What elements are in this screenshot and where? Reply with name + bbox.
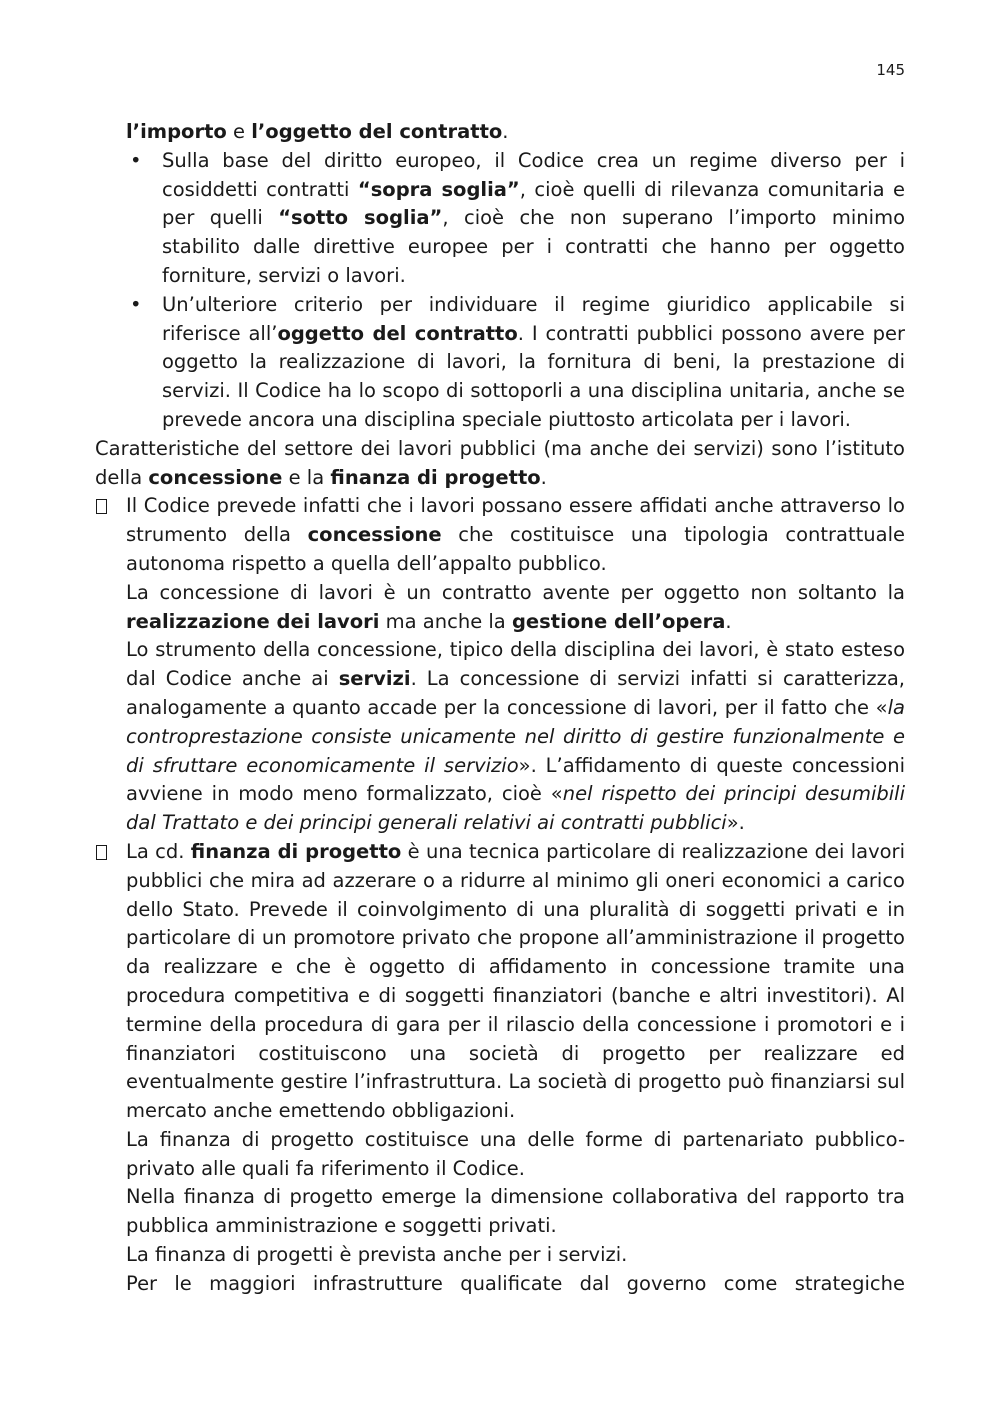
checkbox-bullet-icon (96, 499, 107, 514)
bold-text: realizzazione dei lavori (126, 609, 380, 633)
item-paragraph (126, 1183, 905, 1241)
text-run: ma anche la (379, 609, 512, 633)
text-run: . (502, 120, 509, 143)
text-run: Il Codice prevede infatti che i lavori possano essere affidati anche attraverso lo strumento della (126, 494, 905, 547)
text-run: Sulla base del diritto europeo, il Codice crea un regime diverso per i cosiddetti contratti (162, 148, 905, 201)
bold-text: oggetto del contratto (277, 321, 518, 345)
intro-paragraph (95, 118, 905, 147)
text-run: Caratteristiche del settore dei lavori pubblici (ma anche dei servizi) sono l’istituto della (95, 436, 905, 489)
item-paragraph (126, 492, 905, 578)
text-run: . La concessione di servizi infatti si caratterizza, analogamente a quanto accade per la concessione di lavori, per il fatto che « (126, 667, 905, 719)
text-run: ». L’affidamento di queste concessioni avviene in modo meno formalizzato, cioè « (126, 753, 906, 806)
text-run: Per le maggiori infrastrutture qualificate dal governo come strategiche (126, 1271, 905, 1295)
text-run: è una tecnica particolare di realizzazione dei lavori pubblici che mira ad azzerare o a ridurre al minimo gli oneri economici a carico dello Stato. Prevede il coinvolgimento di una pluralità di soggetti privati e in particolare di un promotore privato che propone all’amministrazione il progetto da realizzare e che è oggetto di affidamento in concessione tramite una procedura competitiva e di soggetti finanziatori (banche e altri investitori). Al termine della procedura di gara per il rilascio della concessione i promotori e i finanziatori costituiscono una società di progetto per realizzare ed eventualmente gestire l’infrastruttura. La società di progetto può finanziarsi sul mercato anche emettendo obbligazioni. (126, 839, 905, 1123)
text-run: . (725, 609, 732, 633)
item-paragraph (126, 1270, 905, 1299)
text-run: , cioè quelli di rilevanza comunitaria e per quelli (162, 177, 905, 230)
bullet-text (162, 293, 905, 431)
section-intro-paragraph (95, 435, 905, 493)
bullet-icon: • (130, 148, 142, 172)
page-content (95, 118, 905, 1299)
text-run: La finanza di progetto costituisce una delle forme di partenariato pubblico-privato alle quali fa riferimento il Codice. (126, 1127, 905, 1180)
italic-text: la controprestazione consiste unicamente nel diritto di gestire funzionalmente e di sfruttare economicamente il servizio (126, 695, 905, 777)
text-run: . (540, 465, 547, 489)
text-run: Nella finanza di progetto emerge la dimensione collaborativa del rapporto tra pubblica amministrazione e soggetti privati. (126, 1185, 905, 1238)
bullet-item (95, 147, 905, 291)
concession-item (95, 492, 905, 838)
text-run: La cd. (126, 839, 191, 863)
text-run: Un’ulteriore criterio per individuare il regime giuridico applicabile si riferisce all’ (162, 292, 905, 345)
project-finance-item (95, 838, 905, 1299)
bold-text: concessione (307, 523, 442, 547)
text-run: che costituisce una tipologia contrattuale autonoma rispetto a quella dell’appalto pubblico. (126, 523, 905, 575)
bold-text: “sotto soglia” (278, 206, 443, 230)
item-paragraph (126, 1126, 905, 1184)
bold-text: l’importo (126, 120, 227, 143)
bold-text: gestione dell’opera (511, 609, 726, 633)
checkbox-bullet-icon (96, 845, 107, 860)
page-number: 145 (876, 61, 905, 79)
text-run: e la (282, 465, 331, 489)
bullet-list (95, 147, 905, 435)
text-run: . I contratti pubblici possono avere per oggetto la realizzazione di lavori, la fornitura di beni, la prestazione di servizi. Il Codice ha lo scopo di sottoporli a una disciplina unitaria, anche se prevede ancora una disciplina speciale piuttosto articolata per i lavori. (162, 321, 905, 431)
text-run: e (226, 120, 252, 143)
text-run: , cioè che non superano l’importo minimo stabilito dalle direttive europee per i contratti che hanno per oggetto forniture, servizi o lavori. (162, 206, 906, 287)
item-paragraph (126, 1241, 905, 1270)
item-paragraph (126, 579, 905, 637)
bold-text: l’oggetto del contratto (251, 120, 503, 143)
bold-text: concessione (148, 465, 283, 489)
bullet-text (162, 149, 905, 287)
bullet-item (95, 291, 905, 435)
text-run: La concessione di lavori è un contratto avente per oggetto non soltanto la (126, 580, 905, 604)
bold-text: finanza di progetto (190, 839, 402, 863)
item-paragraph (126, 636, 905, 838)
item-paragraph (126, 838, 905, 1126)
italic-text: nel rispetto dei principi desumibili dal Trattato e dei principi generali relativi ai contratti pubblici (126, 782, 905, 835)
bullet-icon: • (130, 292, 142, 316)
text-run: Lo strumento della concessione, tipico della disciplina dei lavori, è stato esteso dal Codice anche ai (126, 638, 905, 691)
text-run: La finanza di progetti è prevista anche per i servizi. (126, 1243, 628, 1267)
bold-text: servizi (338, 667, 411, 691)
bold-text: “sopra soglia” (357, 177, 520, 201)
text-run: ». (726, 811, 745, 835)
bold-text: finanza di progetto (330, 465, 541, 489)
